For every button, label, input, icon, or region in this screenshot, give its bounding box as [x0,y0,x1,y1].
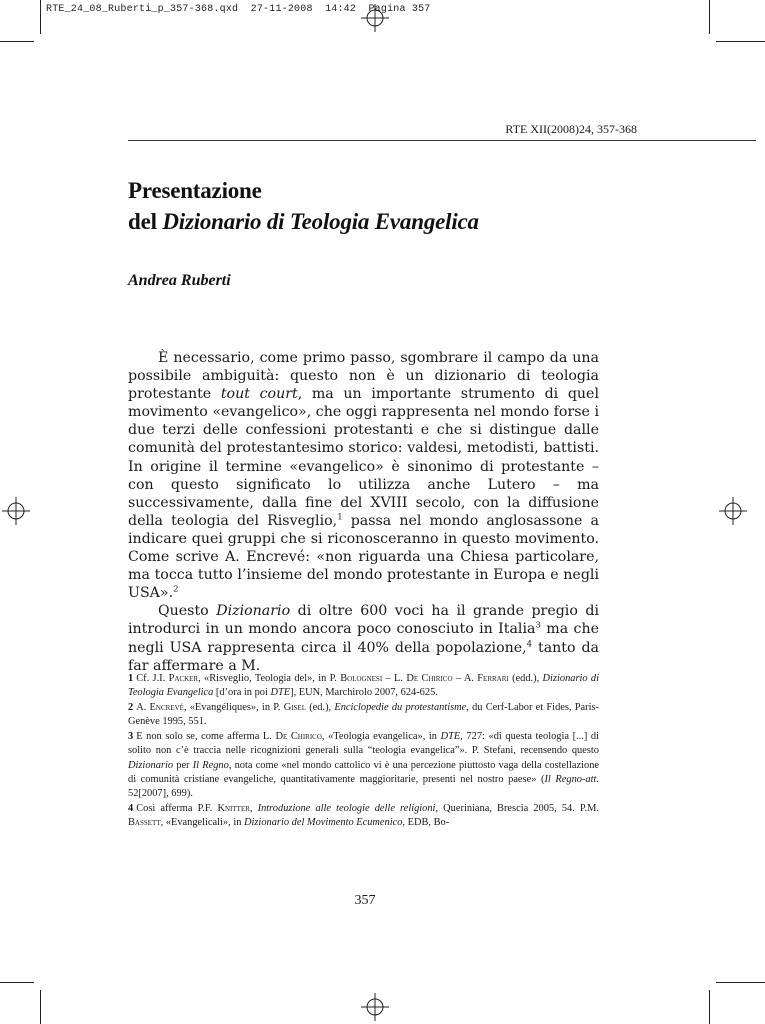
slug-file: RTE_24_08_Ruberti_p_357-368.qxd [46,4,239,15]
slug-time: 14:42 [325,4,357,15]
fn-text: , «Risveglio, Teologia del», in P. [198,673,341,684]
fn-text: per [173,759,193,771]
p2-text-e: tanto da far affermare a M. [128,639,599,674]
fn-text: , Queriniana, Brescia 2005, 54. P.M. [435,802,599,814]
author-name: Andrea Ruberti [128,272,231,289]
fn-text: [d’ora in poi [213,687,271,699]
p1-text-a: È necessario, come primo passo, sgombrare il campo da una possibile ambiguità: questo non è un dizionario di teologia protestante [128,350,599,403]
paragraph-1 [128,349,599,602]
fn-work-title: DTE [440,731,461,743]
fn-author: Ferrari [477,673,509,684]
fn-text: (ed.), [305,702,335,714]
fn-work-title: Enciclopedie du protestantisme [334,702,467,714]
fn-work-title: Dizionario del Movimento Ecumenico [244,816,403,828]
footnote-2 [128,701,599,729]
fn-text: , «Evangelicali», in [160,816,244,828]
fn-text: Cf. J.I. [136,673,169,684]
fn-author: Bolognesi [340,673,383,684]
fn-text: , 727: «di questa teologia [...] di solito non c’è traccia nelle ricognizioni generali sulla “teologia evangelica”». P. Stefani, recensendo questo [128,731,599,757]
fn-author: Gisel [283,702,306,714]
body-text [128,349,599,675]
footnote-number: 3 [128,731,134,743]
fn-work-title: Dizionario di Teologia Evangelica [128,673,600,699]
footnote-ref-4[interactable]: 4 [526,638,533,649]
fn-work-title: DTE [270,687,291,699]
crop-mark [0,41,34,42]
page-number: 357 [354,893,376,908]
footnote-number: 4 [128,802,134,814]
crop-mark [716,982,765,983]
paragraph-2 [128,602,599,674]
fn-work-title: Il Regno-att. [544,773,599,785]
fn-text: 52[2007], 699). [128,787,193,799]
footnote-ref-1[interactable]: 1 [337,512,343,523]
fn-text: , nota come «nel mondo cattolico vi è una percezione piuttosto vaga della costellazione di comunità cristiane evangeliche, quantitativamente maggioritarie, presenti nel nostro paese» ( [128,759,599,785]
registration-mark-icon [361,993,389,1021]
footnotes [128,672,599,831]
crop-mark [709,990,710,1024]
footnote-ref-2[interactable]: 2 [173,584,179,595]
fn-text: – L. [382,673,407,684]
fn-work-title: Dizionario [128,759,174,771]
fn-text: , EDB, Bo- [402,816,450,828]
p1-italic: tout court [220,386,298,403]
title-line-2-italic: Dizionario di Teologia Evangelica [162,209,479,234]
fn-author: De Chirico [406,673,453,684]
fn-text: – A. [452,673,478,684]
crop-mark [0,982,34,983]
header-rule [128,140,756,141]
fn-work-title: Introduzione alle teologie delle religioni [257,802,436,814]
registration-mark-icon [2,497,30,525]
fn-text: ], EUN, Marchirolo 2007, 624-625. [290,687,438,699]
running-head: RTE XII(2008)24, 357-368 [505,122,637,136]
p2-text-a: Questo [158,603,217,620]
fn-text: (edd.), [508,673,543,684]
fn-author: Bassett [128,816,161,828]
footnote-3 [128,730,599,800]
crop-mark [40,990,41,1024]
title-line-2 [128,206,479,237]
title-line-2-prefix: del [128,209,163,234]
fn-text: , [249,802,258,814]
registration-mark-icon [361,4,389,32]
fn-author: Knitter [217,802,250,814]
title-line-1: Presentazione [128,178,262,203]
p2-text-c: di oltre 600 voci ha il grande pregio di introdurci in un mondo ancora poco conosciuto in Italia [128,603,600,638]
registration-mark-icon [719,497,747,525]
article-title [128,175,479,237]
fn-text: , du Cerf-Labor et Fides, Paris-Genève 1995, 551. [128,702,599,728]
slug-page: Pagina 357 [368,4,431,15]
fn-text: Così afferma P.F. [136,802,218,814]
fn-author: Packer [168,673,199,684]
footnote-4 [128,802,599,830]
footnote-number: 2 [128,702,134,714]
fn-text: A. [136,702,150,714]
p2-text-d: ma che negli USA rappresenta circa il 40% della popolazione, [128,621,599,656]
fn-author: Encrevé [149,702,184,714]
p1-text-d: passa nel mondo anglosassone a indicare quei gruppi che si riconosceranno in questo movimento. Come scrive A. Encrevé: «non riguarda una Chiesa particolare, ma tocca tutto l’insieme del mondo protestante in Europa e negli USA». [128,512,599,602]
footnote-1 [128,672,599,700]
crop-mark [40,0,41,34]
footnote-ref-3[interactable]: 3 [535,620,541,631]
slug-date: 27-11-2008 [250,4,313,15]
footnote-number: 1 [128,673,134,684]
fn-text: E non solo se, come afferma L. [136,731,276,743]
fn-text: , «Evangéliques», in P. [183,702,284,714]
p1-text-c: , ma un importante strumento di quel movimento «evangelico», che oggi rappresenta nel mondo forse i due terzi delle confessioni protestanti e che si distingue dalle comunità del protestantesimo storico: valdesi, metodisti, battisti. In origine il termine «evangelico» è sinonimo di protestante – con questo significato lo utilizza anche Lutero – ma successivamente, dalla fine del XVIII secolo, con la diffusione della teologia del Risveglio, [128,386,599,529]
p2-italic: Dizionario [216,603,291,620]
fn-author: De Chirico [275,731,322,743]
crop-mark [709,0,710,34]
crop-mark [716,41,765,42]
fn-work-title: Il Regno [192,759,229,771]
fn-text: , «Teologia evangelica», in [321,731,441,743]
